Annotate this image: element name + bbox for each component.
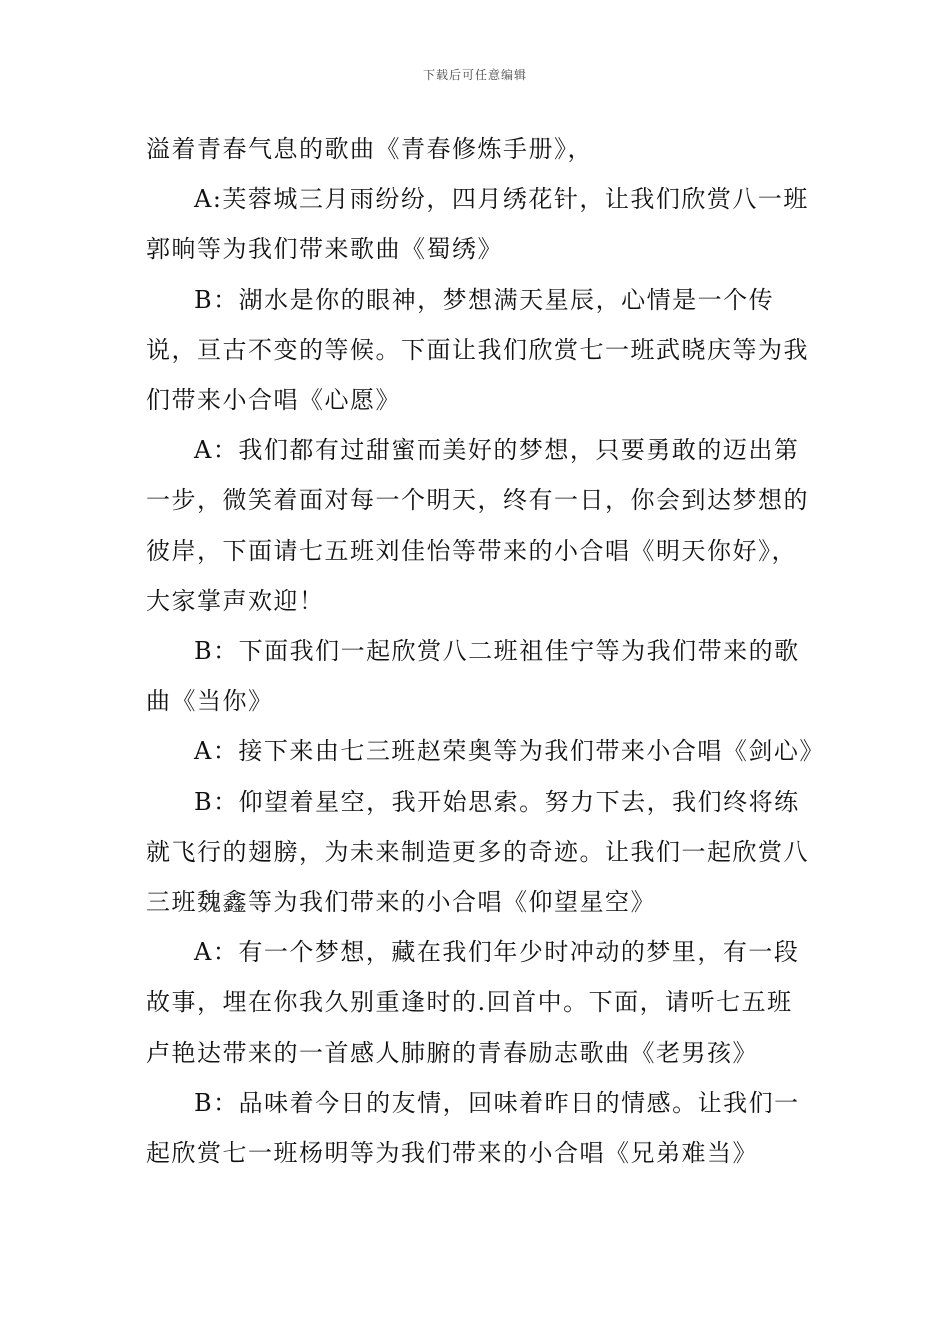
- paragraph: B：仰望着星空，我开始思索。努力下去，我们终将练就飞行的翅膀，为未来制造更多的奇迹。让我们一起欣赏八三班魏鑫等为我们带来的小合唱《仰望星空》: [146, 787, 809, 917]
- document-body: [146, 124, 825, 1178]
- paragraph: A：有一个梦想，藏在我们年少时冲动的梦里，有一段故事，埋在你我久别重逢时的.回首中。下面，请听七五班卢艳达带来的一首感人肺腑的青春励志歌曲《老男孩》: [146, 938, 800, 1067]
- paragraph: 溢着青春气息的歌曲《青春修炼手册》，: [146, 135, 593, 163]
- paragraph: A：接下来由七三班赵荣奥等为我们带来小合唱《剑心》: [194, 737, 825, 766]
- paragraph: B：湖水是你的眼神，梦想满天星辰，心情是一个传说，亘古不变的等候。下面让我们欣赏七一班武晓庆等为我们带来小合唱《心愿》: [146, 285, 809, 415]
- paragraph: A:芙蓉城三月雨纷纷，四月绣花针，让我们欣赏八一班郭晌等为我们带来歌曲《蜀绣》: [146, 185, 809, 264]
- page-header: 下载后可任意编辑: [422, 68, 527, 82]
- paragraph: B：下面我们一起欣赏八二班祖佳宁等为我们带来的歌曲《当你》: [146, 637, 800, 716]
- paragraph: A：我们都有过甜蜜而美好的梦想，只要勇敢的迈出第一步，微笑着面对每一个明天，终有一日，你会到达梦想的彼岸，下面请七五班刘佳怡等带来的小合唱《明天你好》，大家掌声欢迎！: [146, 436, 809, 615]
- paragraph: B：品味着今日的友情，回味着昨日的情感。让我们一起欣赏七一班杨明等为我们带来的小合唱《兄弟难当》: [146, 1088, 800, 1168]
